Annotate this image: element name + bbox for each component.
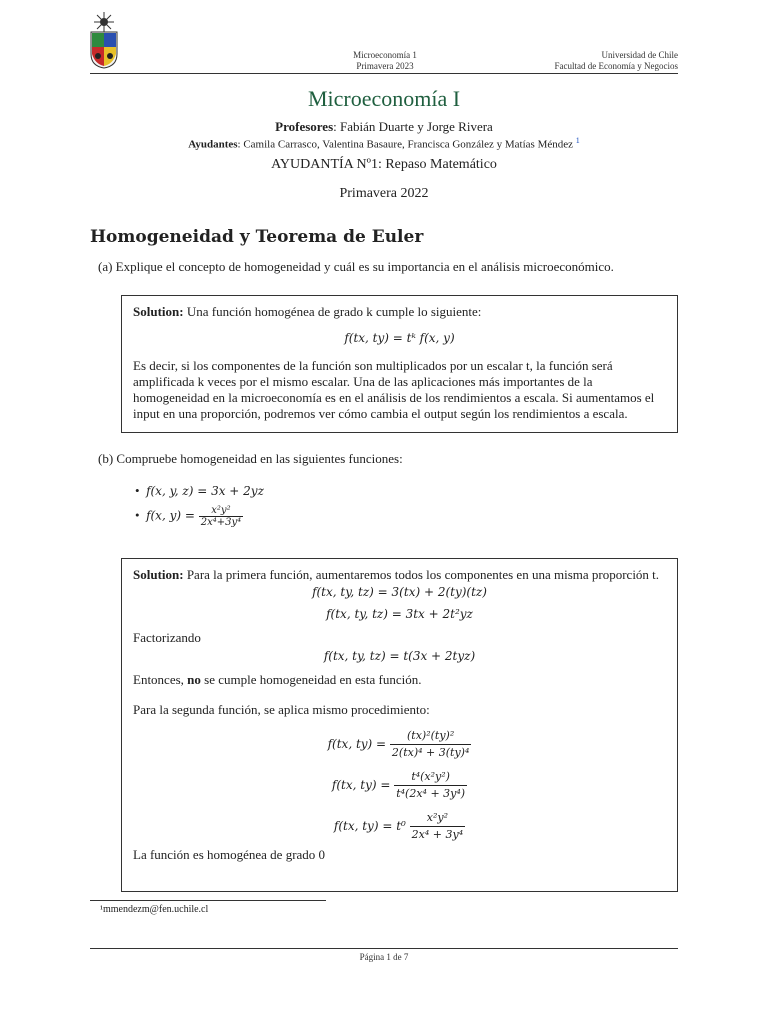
equation-6-fraction (410, 810, 465, 843)
assistants-label: Ayudantes (188, 138, 238, 151)
assistants-names: : Camila Carrasco, Valentina Basaure, Francisca González y Matías Méndez (237, 138, 574, 151)
university-logo-icon (88, 10, 120, 70)
function-2-fraction (199, 505, 243, 528)
solution-intro: Una función homogénea de grado k cumple lo siguiente: (183, 304, 482, 319)
header-term: Primavera 2023 (356, 61, 414, 71)
equation-4 (133, 728, 666, 761)
fraction-denominator: 2x⁴+3y⁴ (200, 517, 242, 528)
solution-body: Es decir, si los componentes de la función son multiplicados por un escalar t, la función será amplificada k veces por el mismo escalar. Una de las aplicaciones más importantes de la homogeneidad en la microeconomía es en el análisis de los rendimientos a escala. Si aumentamos el input en una proporción, podremos ver cómo cambia el output según los rendimientos a escala. (133, 358, 655, 421)
equation-6-lhs: f(tx, ty) = t⁰ (333, 819, 410, 833)
semester: Primavera 2022 (339, 186, 429, 201)
conclusion-bold: no (187, 672, 201, 687)
document-title: Microeconomía I (307, 86, 461, 111)
fraction-denominator: 2(tx)⁴ + 3(ty)⁴ (391, 746, 470, 759)
equation-5-fraction (394, 769, 467, 802)
footnote-link[interactable]: 1 (575, 136, 580, 145)
equation-5-lhs: f(tx, ty) = (331, 778, 395, 792)
footer-rule (90, 948, 678, 949)
fraction-denominator: 2x⁴ + 3y⁴ (411, 828, 464, 841)
page-number: Página 1 de 7 (359, 952, 409, 962)
second-function-intro: Para la segunda función, se aplica mismo procedimiento: (133, 702, 430, 717)
footnote-email[interactable]: ¹mmendezm@fen.uchile.cl (100, 904, 209, 915)
question-a: (a) Explique el concepto de homogeneidad y cuál es su importancia en el análisis microeconómico. (98, 259, 614, 274)
fraction-numerator: x²y² (410, 810, 465, 827)
fraction-denominator: t⁴(2x⁴ + 3y⁴) (396, 787, 466, 800)
conclusion-pre: Entonces, (133, 672, 188, 687)
conclusion-1 (133, 672, 666, 688)
header-rule (90, 73, 678, 74)
solution-label: Solution: (133, 304, 184, 319)
question-b: (b) Compruebe homogeneidad en las siguientes funciones: (98, 451, 403, 466)
solution-label: Solution: (133, 567, 184, 582)
professors-names: : Fabián Duarte y Jorge Rivera (333, 119, 493, 134)
header-course (300, 50, 470, 72)
fraction-numerator: (tx)²(ty)² (390, 728, 471, 745)
bullet-function-1: • f(x, y, z) = 3x + 2yz (135, 483, 264, 498)
assistants-line (90, 136, 678, 151)
final-conclusion: La función es homogénea de grado 0 (133, 847, 326, 862)
professors-label: Profesores (275, 119, 334, 134)
function-1: f(x, y, z) = 3x + 2yz (146, 484, 264, 498)
header-faculty: Facultad de Economía y Negocios (554, 61, 678, 71)
homogeneity-equation: f(tx, ty) = tᵏ f(x, y) (344, 331, 455, 345)
equation-2: f(tx, ty, tz) = 3tx + 2t²yz (326, 607, 473, 621)
header-institution (470, 50, 678, 72)
conclusion-post: se cumple homogeneidad en esta función. (200, 672, 422, 687)
bullet-function-2: • f(x, y) = $\frac{\text{x²y²}}{\text{2x⁴+3y⁴}}$ (135, 505, 242, 528)
header-university: Universidad de Chile (601, 50, 678, 60)
solution-box-b (121, 558, 678, 892)
footnote-rule (90, 900, 326, 901)
equation-4-lhs: f(tx, ty) = (327, 737, 390, 751)
solution-intro: Para la primera función, aumentaremos todos los componentes en una misma proporción t. (183, 567, 660, 582)
header-course-name: Microeconomía 1 (353, 50, 417, 60)
equation-3: f(tx, ty, tz) = t(3x + 2tyz) (323, 649, 476, 663)
section-heading: Homogeneidad y Teorema de Euler (90, 227, 424, 247)
assignment-title: AYUDANTÍA Nº1: Repaso Matemático (271, 157, 497, 172)
fraction-numerator: t⁴(x²y²) (394, 769, 467, 786)
function-2-lhs: f(x, y) = (146, 508, 199, 523)
equation-1: f(tx, ty, tz) = 3(tx) + 2(ty)(tz) (312, 585, 487, 599)
fraction-numerator: x²y² (199, 505, 243, 517)
solution-box-a (121, 295, 678, 433)
equation-4-fraction (390, 728, 471, 761)
equation-6 (133, 810, 666, 843)
factorizing-label: Factorizando (133, 630, 201, 645)
equation-5 (133, 769, 666, 802)
professors-line (90, 119, 678, 135)
